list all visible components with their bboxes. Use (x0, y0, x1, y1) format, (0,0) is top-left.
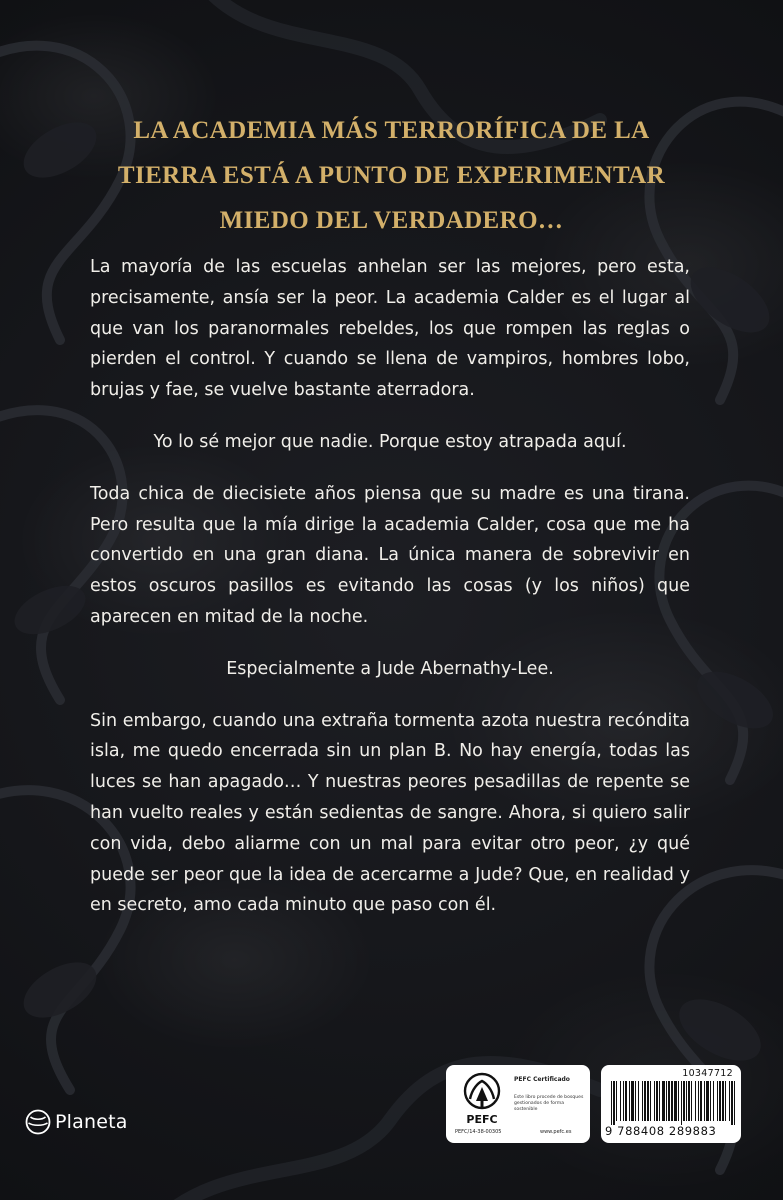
planeta-globe-icon (25, 1109, 51, 1135)
synopsis-paragraph-2: Yo lo sé mejor que nadie. Porque estoy atrapada aquí. (153, 431, 627, 452)
synopsis (90, 252, 690, 942)
tagline-line-3: MIEDO DEL VERDADERO… (219, 207, 564, 234)
tagline-line-1: LA ACADEMIA MÁS TERRORÍFICA DE LA (133, 117, 650, 144)
publisher-logo (25, 1107, 128, 1137)
isbn-barcode (601, 1065, 741, 1143)
barcode-reference: 10347712 (682, 1068, 733, 1079)
pefc-tree-icon (456, 1071, 508, 1127)
barcode-digits: 9 788408 289883 (605, 1124, 717, 1138)
synopsis-paragraph-1: La mayoría de las escuelas anhelan ser las mejores, pero esta, precisamente, ansía ser la peor. La academia Calder es el lugar al que van los paranormales rebeldes, los que rompen las reglas o pierden el control. Y cuando se llena de vampiros, hombres lobo, brujas y fae, se vuelve bastante aterradora. (90, 257, 690, 401)
publisher-name: Planeta (55, 1111, 128, 1133)
synopsis-paragraph-5: Sin embargo, cuando una extraña tormenta azota nuestra recóndita isla, me quedo encerrada sin un plan B. No hay energía, todas las luces se han apagado… Y nuestras peores pesadillas de repente se han vuelto reales y están sedientas de sangre. Ahora, si quiero salir con vida, debo aliarme con un mal para evitar otro peor, ¿y qué puede ser peor que la idea de acercarme a Jude? Que, en realidad y en secreto, amo cada minuto que paso con él. (90, 710, 690, 916)
pefc-description: Este libro procede de bosques gestionados de forma sostenible (514, 1095, 584, 1112)
pefc-certified-label: PEFC Certificado (514, 1076, 570, 1083)
barcode-icon (611, 1081, 735, 1125)
tagline-line-2: TIERRA ESTÁ A PUNTO DE EXPERIMENTAR (117, 162, 666, 189)
pefc-certificate (446, 1065, 590, 1143)
synopsis-paragraph-4: Especialmente a Jude Abernathy-Lee. (226, 658, 554, 679)
pefc-url: www.pefc.es (540, 1129, 572, 1135)
synopsis-paragraph-3: Toda chica de diecisiete años piensa que su madre es una tirana. Pero resulta que la mía dirige la academia Calder, cosa que me ha convertido en una gran diana. La única manera de sobrevivir en estos oscuros pasillos es evitando las cosas (y los niños) que aparecen en mitad de la noche. (90, 483, 690, 627)
pefc-logo-text: PEFC (466, 1113, 498, 1126)
pefc-code: PEFC/14-38-00305 (455, 1129, 502, 1135)
tagline (60, 108, 723, 243)
